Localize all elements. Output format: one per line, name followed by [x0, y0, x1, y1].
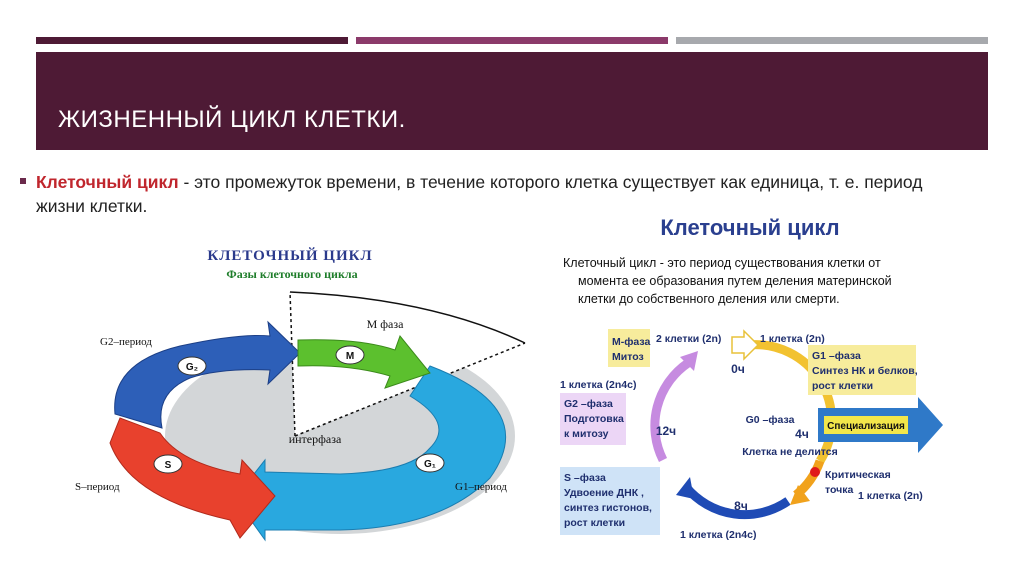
intro-rest: - это промежуток времени, в течение которого клетка существует как единица, т. е. период жизни клетки. [36, 172, 923, 216]
s-box-line-3: синтез гистонов, [564, 502, 652, 514]
top-bar-1 [36, 37, 348, 44]
arrowhead-blue [676, 477, 694, 499]
m-phase-label: М фаза [366, 317, 404, 331]
no-division-label: Клетка не делится [742, 446, 838, 458]
g1-box-line-2: Синтез НК и белков, [812, 365, 918, 377]
cells-2n-top-left: 2 клетки (2n) [656, 333, 722, 345]
badge-m: M [345, 351, 355, 362]
arrowhead-top-open [732, 331, 758, 359]
g2-box-line-2: Подготовка [564, 413, 624, 425]
g1-label: G1–период [455, 481, 507, 493]
specialization-label: Специализация [827, 421, 905, 432]
bullet-marker [20, 178, 26, 184]
left-cell-cycle-diagram [70, 238, 540, 548]
cells-2n-bottom-right: 1 клетка (2n) [858, 490, 923, 502]
definition-line-1: Клеточный цикл - это период существования клетки от [563, 256, 881, 270]
g2-box-line-3: к митозу [564, 428, 609, 440]
hour-4: 4ч [795, 427, 809, 441]
critical-point-line-2: точка [825, 484, 854, 496]
g1-box-line-1: G1 –фаза [812, 350, 861, 362]
s-label: S–период [75, 481, 120, 493]
m-box-line-2: Митоз [612, 351, 644, 363]
critical-point-dot [810, 467, 820, 477]
right-diagram-title: Клеточный цикл [660, 215, 840, 240]
interphase-label: интерфаза [288, 432, 342, 446]
cells-1n-top-right: 1 клетка (2n) [760, 333, 825, 345]
cells-2n4c-bottom: 1 клетка (2n4c) [680, 529, 757, 541]
s-box-line-4: рост клетки [564, 517, 626, 529]
g1-box-line-3: рост клетки [812, 380, 874, 392]
s-box-line-2: Удвоение ДНК , [564, 487, 644, 499]
left-diagram-title: КЛЕТОЧНЫЙ ЦИКЛ [207, 248, 373, 264]
m-box-line-1: М-фаза [612, 336, 651, 348]
slide-title: ЖИЗНЕННЫЙ ЦИКЛ КЛЕТКИ. [58, 106, 406, 133]
definition-line-3: клетки до собственного деления или смерти. [578, 292, 840, 306]
cells-2n4c-left: 1 клетка (2n4c) [560, 379, 637, 391]
critical-point-line-1: Критическая [825, 469, 891, 481]
title-band [36, 52, 988, 150]
g2-label: G2–период [100, 336, 152, 348]
top-bar-3 [676, 37, 988, 44]
cycle-arc-purple [655, 363, 688, 460]
badge-s: S [164, 460, 172, 471]
badge-g2: G₂ [185, 362, 199, 373]
s-box-line-1: S –фаза [564, 472, 606, 484]
right-cell-cycle-diagram [548, 205, 968, 547]
hour-8: 8ч [734, 499, 748, 513]
left-diagram-subtitle: Фазы клеточного цикла [226, 267, 358, 281]
top-bar-2 [356, 37, 668, 44]
intro-term: Клеточный цикл [36, 172, 179, 192]
hour-12: 12ч [655, 424, 677, 438]
badge-g1: G₁ [424, 459, 436, 470]
g2-box-line-1: G2 –фаза [564, 398, 613, 410]
g0-label: G0 –фаза [745, 414, 795, 426]
definition-line-2: момента ее образования путем деления материнской [578, 274, 892, 288]
hour-0: 0ч [731, 362, 745, 376]
